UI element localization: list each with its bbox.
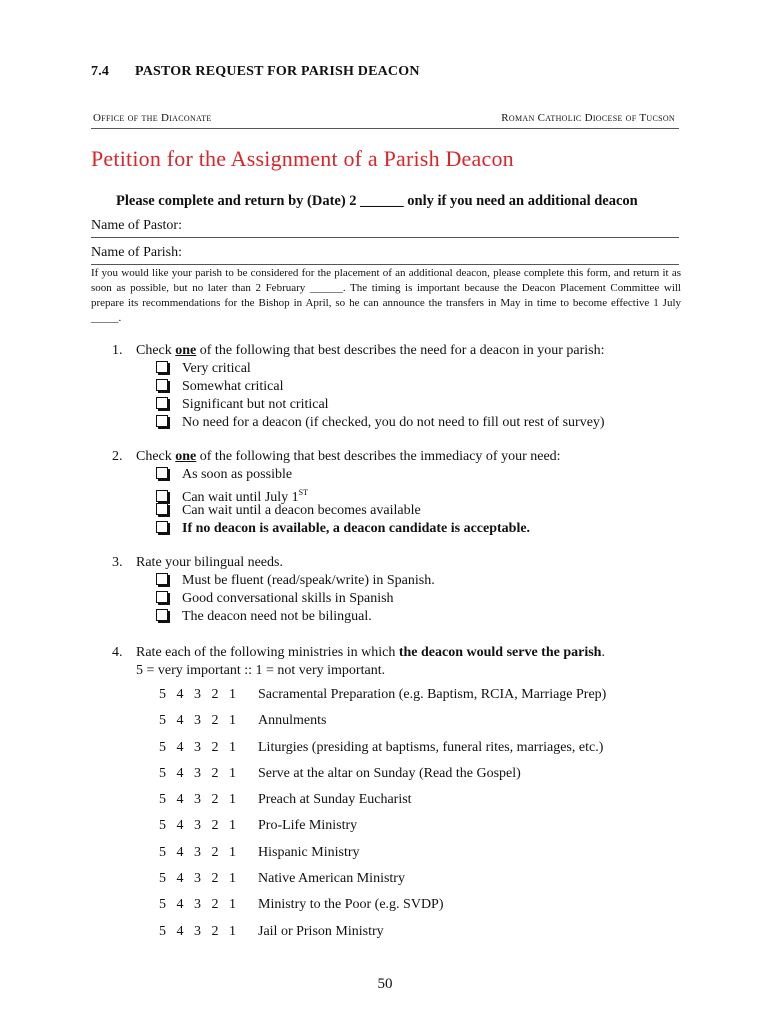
ministry-label: Ministry to the Poor (e.g. SVDP) xyxy=(258,897,444,913)
office-header xyxy=(91,112,679,129)
pastor-name-label: Name of Pastor: xyxy=(91,218,182,233)
question-2-options xyxy=(112,466,561,538)
rating-scale[interactable]: 5 4 3 2 1 xyxy=(159,792,236,808)
question-2 xyxy=(112,448,561,538)
section-heading xyxy=(91,64,420,80)
ordinal-suffix: ST xyxy=(298,488,309,497)
option-very-critical[interactable]: Very critical xyxy=(156,360,605,378)
rating-scale[interactable]: 5 4 3 2 1 xyxy=(159,871,236,887)
pastor-name-field[interactable] xyxy=(91,215,679,238)
question-3 xyxy=(112,554,435,626)
ministry-label: Preach at Sunday Eucharist xyxy=(258,792,412,808)
rating-row[interactable] xyxy=(159,765,606,791)
checkbox[interactable] xyxy=(156,490,168,502)
checkbox[interactable] xyxy=(156,573,168,585)
checkbox[interactable] xyxy=(156,521,168,533)
rating-scale[interactable]: 5 4 3 2 1 xyxy=(159,739,236,755)
option-wait-july[interactable]: Can wait until July 1ST xyxy=(156,484,561,502)
office-left: Office of the Diaconate xyxy=(93,112,212,124)
option-asap[interactable]: As soon as possible xyxy=(156,466,561,484)
rating-row[interactable] xyxy=(159,712,606,738)
checkbox[interactable] xyxy=(156,397,168,409)
rating-row[interactable] xyxy=(159,739,606,765)
question-1 xyxy=(112,342,605,432)
checkbox[interactable] xyxy=(156,379,168,391)
office-right: Roman Catholic Diocese of Tucson xyxy=(501,112,675,124)
checkbox[interactable] xyxy=(156,503,168,515)
scale-note: 5 = very important :: 1 = not very important. xyxy=(136,663,386,678)
option-somewhat-critical[interactable]: Somewhat critical xyxy=(156,378,605,396)
return-instruction: Please complete and return by (Date) 2 ______ only if you need an additional deacon xyxy=(116,193,638,209)
ministry-label: Sacramental Preparation (e.g. Baptism, RCIA, Marriage Prep) xyxy=(258,687,607,702)
rating-row[interactable] xyxy=(159,896,606,922)
option-not-bilingual[interactable]: The deacon need not be bilingual. xyxy=(156,608,435,626)
question-1-options xyxy=(112,360,605,432)
rating-scale[interactable]: 5 4 3 2 1 xyxy=(159,765,236,781)
option-candidate-acceptable[interactable]: If no deacon is available, a deacon candidate is acceptable. xyxy=(156,520,561,538)
option-no-need[interactable]: No need for a deacon (if checked, you do not need to fill out rest of survey) xyxy=(156,414,605,432)
option-significant[interactable]: Significant but not critical xyxy=(156,396,605,414)
parish-name-field[interactable] xyxy=(91,242,679,265)
ministry-label: Hispanic Ministry xyxy=(258,844,360,860)
rating-scale[interactable]: 5 4 3 2 1 xyxy=(159,923,236,939)
page-number: 50 xyxy=(377,976,393,992)
rating-row[interactable] xyxy=(159,923,606,949)
rating-row[interactable] xyxy=(159,791,606,817)
intro-paragraph: If you would like your parish to be considered for the placement of an additional deacon, please complete this form, and return it as soon as possible, but no later than 2 February ______. The timing is important because the Deacon Placement Committee will prepare its recommendations for the Bishop in April, so he can announce the transfers in May in time to become effective 1 July _____. xyxy=(91,267,681,324)
checkbox[interactable] xyxy=(156,467,168,479)
option-wait-available[interactable]: Can wait until a deacon becomes available xyxy=(156,502,561,520)
ministry-label: Jail or Prison Ministry xyxy=(258,923,384,939)
option-conversational[interactable]: Good conversational skills in Spanish xyxy=(156,590,435,608)
checkbox[interactable] xyxy=(156,361,168,373)
ministry-ratings xyxy=(159,686,606,949)
ministry-label: Pro-Life Ministry xyxy=(258,818,358,834)
ministry-label: Liturgies (presiding at baptisms, funeral rites, marriages, etc.) xyxy=(258,739,604,755)
rating-scale[interactable]: 5 4 3 2 1 xyxy=(159,897,236,913)
question-2-text: 2. Check one of the following that best describes the immediacy of your need: xyxy=(112,449,561,464)
option-fluent[interactable]: Must be fluent (read/speak/write) in Spanish. xyxy=(156,572,435,590)
rating-scale[interactable]: 5 4 3 2 1 xyxy=(159,687,236,702)
rating-row[interactable] xyxy=(159,817,606,843)
rating-row[interactable] xyxy=(159,870,606,896)
rating-scale[interactable]: 5 4 3 2 1 xyxy=(159,844,236,860)
rating-row[interactable] xyxy=(159,844,606,870)
ministry-label: Annulments xyxy=(258,713,327,729)
section-number: 7.4 xyxy=(91,64,110,79)
question-4-text: 4. Rate each of the following ministries in which the deacon would serve the parish. xyxy=(112,645,605,660)
rating-row[interactable] xyxy=(159,686,606,712)
rating-scale[interactable]: 5 4 3 2 1 xyxy=(159,818,236,834)
page-title: Petition for the Assignment of a Parish Deacon xyxy=(91,146,514,171)
question-3-text: 3. Rate your bilingual needs. xyxy=(112,555,283,570)
question-3-options xyxy=(112,572,435,626)
question-4 xyxy=(112,644,605,680)
parish-name-label: Name of Parish: xyxy=(91,245,182,260)
question-1-text: 1. Check one of the following that best describes the need for a deacon in your parish: xyxy=(112,343,605,358)
checkbox[interactable] xyxy=(156,415,168,427)
checkbox[interactable] xyxy=(156,591,168,603)
section-title: PASTOR REQUEST FOR PARISH DEACON xyxy=(135,64,420,79)
checkbox[interactable] xyxy=(156,609,168,621)
ministry-label: Serve at the altar on Sunday (Read the Gospel) xyxy=(258,765,521,781)
rating-scale[interactable]: 5 4 3 2 1 xyxy=(159,713,236,729)
ministry-label: Native American Ministry xyxy=(258,871,405,887)
